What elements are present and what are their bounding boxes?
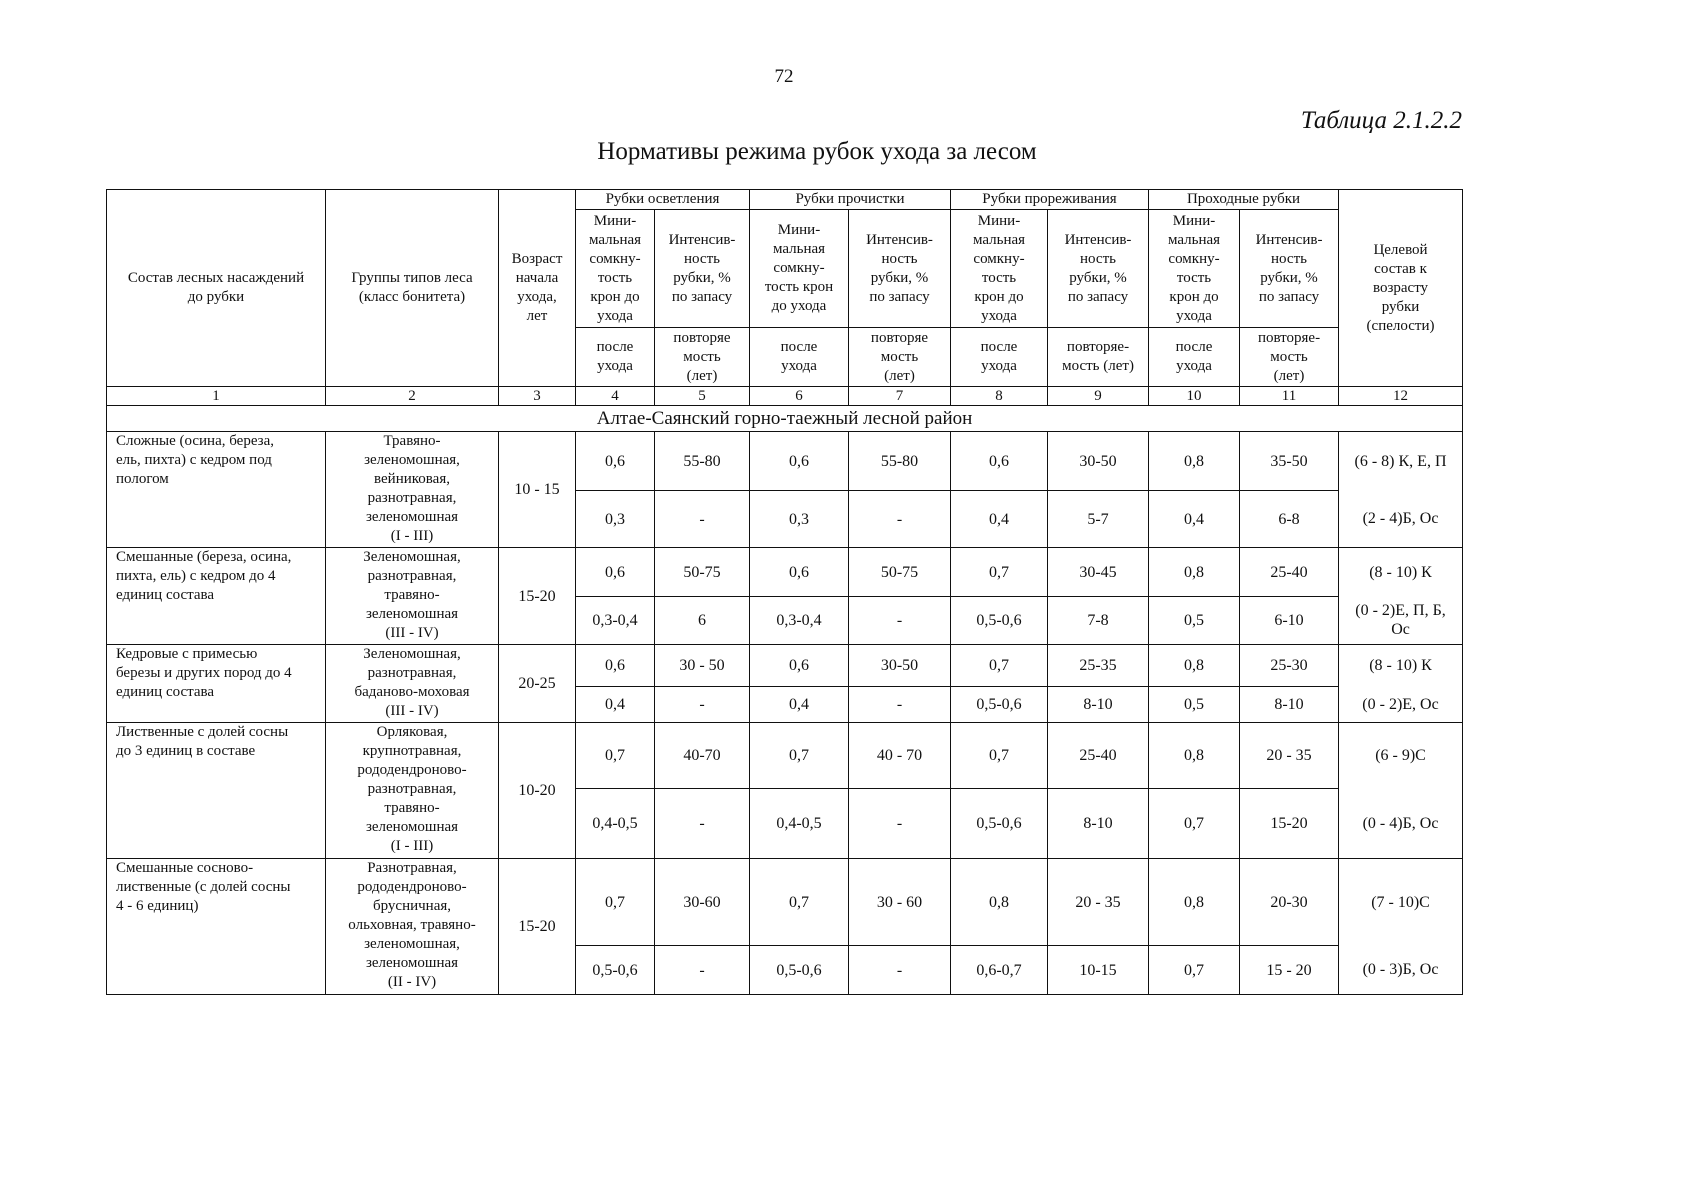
subheader-after-cutting: после ухода — [750, 328, 849, 387]
table-header — [107, 190, 1463, 406]
value-cell: - — [849, 946, 951, 995]
value-cell: 30-45 — [1048, 548, 1149, 597]
value-cell: 6-8 — [1240, 491, 1339, 548]
stand-composition-cell: Смешанные (береза, осина, пихта, ель) с кедром до 4 единиц состава — [107, 548, 326, 645]
start-age-cell: 20-25 — [499, 645, 576, 723]
value-cell: 0,5-0,6 — [951, 789, 1048, 859]
subheader-min-crown-density: Мини- мальная сомкну- тость крон до ухода — [1149, 210, 1240, 328]
forest-type-group-cell: Орляковая, крупнотравная, рододендроново- разнотравная, травяно- зеленомошная (I - III) — [326, 723, 499, 859]
value-cell: 0,3 — [576, 491, 655, 548]
region-name: Алтае-Саянский горно-таежный лесной район — [107, 406, 1463, 432]
value-cell: 0,7 — [576, 859, 655, 946]
value-cell: 15 - 20 — [1240, 946, 1339, 995]
header-forest-type-groups: Группы типов леса (класс бонитета) — [326, 190, 499, 387]
column-number: 6 — [750, 387, 849, 406]
value-cell: 0,3 — [750, 491, 849, 548]
value-cell: - — [849, 597, 951, 645]
start-age-cell: 15-20 — [499, 548, 576, 645]
header-improvement-cutting: Проходные рубки — [1149, 190, 1339, 210]
subheader-repeat-interval: повторяе мость (лет) — [849, 328, 951, 387]
value-cell: 0,4 — [1149, 491, 1240, 548]
value-cell: - — [849, 789, 951, 859]
value-cell: 20 - 35 — [1048, 859, 1149, 946]
target-composition-cell: (8 - 10) К — [1339, 548, 1463, 597]
value-cell: 0,5 — [1149, 597, 1240, 645]
value-cell: 0,5-0,6 — [951, 597, 1048, 645]
value-cell: 20-30 — [1240, 859, 1339, 946]
value-cell: 0,7 — [951, 548, 1048, 597]
value-cell: 40-70 — [655, 723, 750, 789]
value-cell: 0,4 — [951, 491, 1048, 548]
value-cell: 0,8 — [1149, 548, 1240, 597]
stand-composition-cell: Смешанные сосново- лиственные (с долей сосны 4 - 6 единиц) — [107, 859, 326, 995]
value-cell: 0,7 — [1149, 789, 1240, 859]
value-cell: 50-75 — [655, 548, 750, 597]
table-row — [107, 723, 1463, 789]
value-cell: 0,7 — [576, 723, 655, 789]
header-thinning-cutting: Рубки прореживания — [951, 190, 1149, 210]
subheader-cutting-intensity: Интенсив- ность рубки, % по запасу — [849, 210, 951, 328]
column-number: 7 — [849, 387, 951, 406]
value-cell: - — [655, 687, 750, 723]
page-title: Нормативы режима рубок ухода за лесом — [597, 138, 1037, 165]
table-label: Таблица 2.1.2.2 — [1300, 107, 1462, 134]
value-cell: 0,5-0,6 — [576, 946, 655, 995]
value-cell: 0,4 — [576, 687, 655, 723]
value-cell: 0,6 — [750, 645, 849, 687]
header-cleaning-cutting: Рубки прочистки — [750, 190, 951, 210]
region-row — [107, 406, 1463, 432]
value-cell: 30 - 60 — [849, 859, 951, 946]
value-cell: 0,8 — [951, 859, 1048, 946]
value-cell: 25-40 — [1048, 723, 1149, 789]
value-cell: 0,7 — [750, 859, 849, 946]
value-cell: 6 — [655, 597, 750, 645]
target-composition-cell: (0 - 2)Е, Ос — [1339, 687, 1463, 723]
value-cell: - — [655, 789, 750, 859]
value-cell: 8-10 — [1048, 687, 1149, 723]
value-cell: 0,6 — [576, 645, 655, 687]
value-cell: 30-60 — [655, 859, 750, 946]
target-composition-cell: (2 - 4)Б, Ос — [1339, 491, 1463, 548]
value-cell: 0,7 — [951, 723, 1048, 789]
target-composition-cell: (0 - 4)Б, Ос — [1339, 789, 1463, 859]
target-composition-cell: (0 - 2)Е, П, Б, Ос — [1339, 597, 1463, 645]
value-cell: 7-8 — [1048, 597, 1149, 645]
target-composition-cell: (8 - 10) К — [1339, 645, 1463, 687]
value-cell: 0,7 — [1149, 946, 1240, 995]
value-cell: 6-10 — [1240, 597, 1339, 645]
target-composition-cell: (6 - 8) К, Е, П — [1339, 432, 1463, 491]
start-age-cell: 15-20 — [499, 859, 576, 995]
subheader-repeat-interval: повторяе- мость (лет) — [1048, 328, 1149, 387]
value-cell: 0,7 — [951, 645, 1048, 687]
value-cell: - — [849, 687, 951, 723]
stand-composition-cell: Кедровые с примесью березы и других пород до 4 единиц состава — [107, 645, 326, 723]
column-number: 10 — [1149, 387, 1240, 406]
value-cell: 25-40 — [1240, 548, 1339, 597]
forest-type-group-cell: Зеленомошная, разнотравная, травяно- зеленомошная (III - IV) — [326, 548, 499, 645]
target-composition-cell: (0 - 3)Б, Ос — [1339, 946, 1463, 995]
value-cell: 5-7 — [1048, 491, 1149, 548]
table-row — [107, 548, 1463, 597]
subheader-after-cutting: после ухода — [951, 328, 1048, 387]
value-cell: 0,8 — [1149, 432, 1240, 491]
value-cell: 25-35 — [1048, 645, 1149, 687]
header-release-cutting: Рубки осветления — [576, 190, 750, 210]
value-cell: 0,3-0,4 — [576, 597, 655, 645]
value-cell: 55-80 — [849, 432, 951, 491]
value-cell: 50-75 — [849, 548, 951, 597]
column-number: 3 — [499, 387, 576, 406]
subheader-min-crown-density: Мини- мальная сомкну- тость крон до ухода — [951, 210, 1048, 328]
value-cell: 0,4-0,5 — [750, 789, 849, 859]
column-number: 11 — [1240, 387, 1339, 406]
page-number: 72 — [774, 66, 794, 87]
value-cell: 8-10 — [1240, 687, 1339, 723]
column-number: 4 — [576, 387, 655, 406]
column-number: 5 — [655, 387, 750, 406]
subheader-after-cutting: после ухода — [576, 328, 655, 387]
value-cell: 40 - 70 — [849, 723, 951, 789]
value-cell: 25-30 — [1240, 645, 1339, 687]
start-age-cell: 10-20 — [499, 723, 576, 859]
value-cell: - — [655, 491, 750, 548]
column-number: 2 — [326, 387, 499, 406]
value-cell: 0,5-0,6 — [951, 687, 1048, 723]
value-cell: 0,5 — [1149, 687, 1240, 723]
subheader-repeat-interval: повторяе- мость (лет) — [1240, 328, 1339, 387]
subheader-min-crown-density: Мини- мальная сомкну- тость крон до ухода — [576, 210, 655, 328]
value-cell: 55-80 — [655, 432, 750, 491]
forest-type-group-cell: Травяно- зеленомошная, вейниковая, разнотравная, зеленомошная (I - III) — [326, 432, 499, 548]
value-cell: 30 - 50 — [655, 645, 750, 687]
value-cell: 0,6 — [750, 432, 849, 491]
table-row — [107, 645, 1463, 687]
value-cell: 0,6 — [576, 548, 655, 597]
column-number: 12 — [1339, 387, 1463, 406]
subheader-cutting-intensity: Интенсив- ность рубки, % по запасу — [1048, 210, 1149, 328]
header-target-composition: Целевой состав к возрасту рубки (спелости) — [1339, 190, 1463, 387]
value-cell: 35-50 — [1240, 432, 1339, 491]
value-cell: 8-10 — [1048, 789, 1149, 859]
subheader-cutting-intensity: Интенсив- ность рубки, % по запасу — [1240, 210, 1339, 328]
column-number: 9 — [1048, 387, 1149, 406]
header-stand-composition: Состав лесных насаждений до рубки — [107, 190, 326, 387]
column-numbers-row — [107, 387, 1463, 406]
column-number: 1 — [107, 387, 326, 406]
value-cell: 0,8 — [1149, 645, 1240, 687]
value-cell: 0,6 — [750, 548, 849, 597]
value-cell: - — [655, 946, 750, 995]
subheader-after-cutting: после ухода — [1149, 328, 1240, 387]
value-cell: 20 - 35 — [1240, 723, 1339, 789]
value-cell: 0,7 — [750, 723, 849, 789]
stand-composition-cell: Сложные (осина, береза, ель, пихта) с кедром под пологом — [107, 432, 326, 548]
subheader-min-crown-density: Мини- мальная сомкну- тость крон до ухода — [750, 210, 849, 328]
value-cell: 0,4 — [750, 687, 849, 723]
value-cell: 0,5-0,6 — [750, 946, 849, 995]
target-composition-cell: (7 - 10)С — [1339, 859, 1463, 946]
target-composition-cell: (6 - 9)С — [1339, 723, 1463, 789]
value-cell: 0,3-0,4 — [750, 597, 849, 645]
value-cell: 0,6-0,7 — [951, 946, 1048, 995]
cutting-norms-table — [106, 189, 1463, 995]
table-row — [107, 859, 1463, 946]
value-cell: 0,6 — [951, 432, 1048, 491]
start-age-cell: 10 - 15 — [499, 432, 576, 548]
subheader-repeat-interval: повторяе мость (лет) — [655, 328, 750, 387]
value-cell: - — [849, 491, 951, 548]
value-cell: 10-15 — [1048, 946, 1149, 995]
column-number: 8 — [951, 387, 1048, 406]
value-cell: 0,4-0,5 — [576, 789, 655, 859]
value-cell: 30-50 — [849, 645, 951, 687]
table-body — [107, 406, 1463, 995]
value-cell: 15-20 — [1240, 789, 1339, 859]
value-cell: 0,6 — [576, 432, 655, 491]
value-cell: 30-50 — [1048, 432, 1149, 491]
subheader-cutting-intensity: Интенсив- ность рубки, % по запасу — [655, 210, 750, 328]
header-start-age: Возраст начала ухода, лет — [499, 190, 576, 387]
forest-type-group-cell: Зеленомошная, разнотравная, баданово-моховая (III - IV) — [326, 645, 499, 723]
value-cell: 0,8 — [1149, 859, 1240, 946]
stand-composition-cell: Лиственные с долей сосны до 3 единиц в составе — [107, 723, 326, 859]
value-cell: 0,8 — [1149, 723, 1240, 789]
table-row — [107, 190, 1463, 210]
table-row — [107, 432, 1463, 491]
forest-type-group-cell: Разнотравная, рододендроново- брусничная, ольховная, травяно- зеленомошная, зеленомошная (II - IV) — [326, 859, 499, 995]
